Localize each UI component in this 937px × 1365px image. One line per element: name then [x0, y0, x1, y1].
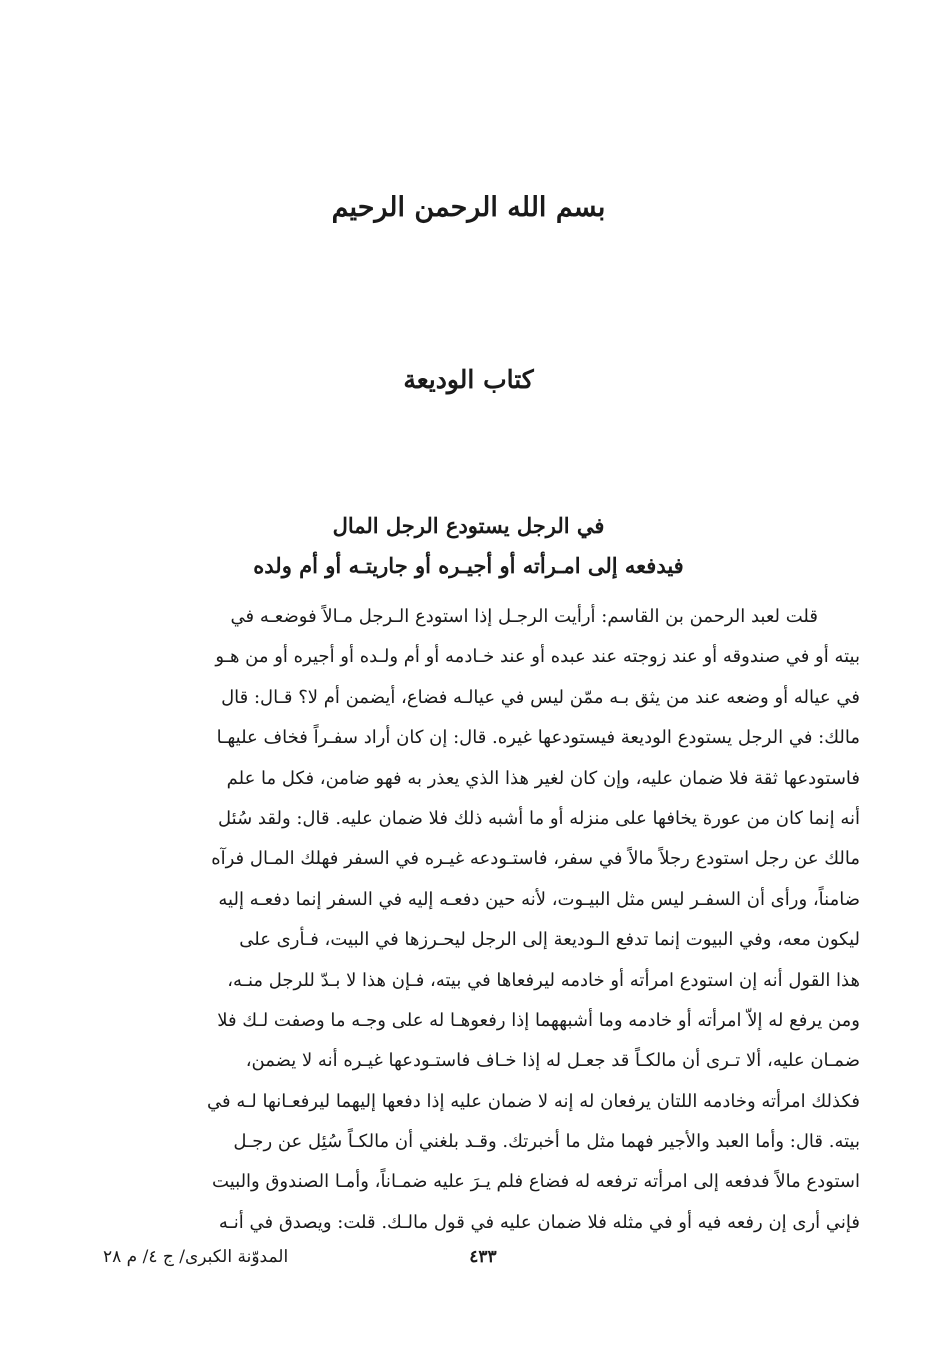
body-line: ضامناً، ورأى أن السفـر ليس مثل البيـوت، لأنه حين دفعـه إليه في السفر إنما دفعـه إليه	[218, 888, 860, 910]
body-line: ضمـان عليه، ألا تـرى أن مالكـاً قد جعـل له إذا خـاف فاستـودعها غيـره أنه لا يضمن،	[245, 1050, 860, 1072]
body-line: قلت لعبد الرحمن بن القاسم: أرأيت الرجـل إذا استودع الـرجل مـالاً فوضعـه في	[230, 606, 818, 627]
body-line: في عياله أو وضعه عند من يثق بـه ممّن ليس في عيالـه فضاع، أيضمن أم لا؟ قـال: قال	[221, 686, 860, 708]
body-text	[103, 597, 860, 1243]
body-line: بيته أو في صندوقه أو عند زوجته عند عبده أو عند خـادمه أو أم ولـده أو أجيره أو من هـو	[215, 646, 860, 668]
body-line: مالك عن رجل استودع رجلاً مالاً في سفر، فاستـودعه غيـره في السفر فهلك المـال فرآه	[211, 848, 860, 870]
section-heading	[100, 506, 837, 586]
book-title: كتاب الوديعة	[403, 365, 534, 394]
body-line: استودع مالاً فدفعه إلى امرأته ترفعه له فضاع فلم يـرَ عليه ضمـاناً، وأمـا الصندوق والبيت	[212, 1171, 860, 1193]
body-line: هذا القول أنه إن استودع امرأته أو خادمه ليرفعاها في بيته، فـإن هذا لا بـدّ للرجل منـه،	[227, 969, 860, 991]
body-line: فكذلك امرأته وخادمه اللتان يرفعان له إنه لا ضمان عليه إذا دفعها إليهما ليرفعـانها لـه في	[207, 1090, 860, 1112]
body-line: فإني أرى إن رفعه فيه أو في مثله فلا ضمان عليه في قول مالـك. قلت: ويصدق في أنـه	[218, 1211, 860, 1233]
basmala-heading: بسم الله الرحمن الرحيم	[331, 192, 606, 223]
body-line: فاستودعها ثقة فلا ضمان عليه، وإن كان لغير هذا الذي يعذر به فهو ضامن، فكل ما علم	[226, 767, 860, 789]
source-reference: المدوّنة الكبرى/ ج ٤/ م ٢٨	[103, 1247, 289, 1267]
body-line: بيته. قال: وأما العبد والأجير فهما مثل ما أخبرتك. وقـد بلغني أن مالكـاً سُئِل عن رجـل	[233, 1131, 860, 1153]
body-line: مالك: في الرجل يستودع الوديعة فيستودعها غيره. قال: إن كان أراد سفـراً فخاف عليهـا	[216, 727, 860, 749]
section-heading-line: في الرجل يستودع الرجل المال	[332, 513, 605, 538]
section-heading-line: فيدفعه إلى امـرأته أو أجيـره أو جاريتـه أو أم ولده	[253, 553, 684, 578]
page-number: ٤٣٣	[469, 1247, 497, 1267]
body-line: ليكون معه، وفي البيوت إنما تدفع الـوديعة إلى الرجل ليحـرزها في البيت، فـأرى على	[239, 929, 860, 951]
body-line: ومن يرفع له إلاّ امرأته أو خادمه وما أشبههما إذا رفعوهـا له على وجـه ما وصفت لـك فلا	[217, 1009, 860, 1031]
page-footer	[103, 1240, 860, 1274]
body-line: أنه إنما كان من عورة يخافها على منزله أو ما أشبه ذلك فلا ضمان عليه. قال: ولقد سُئل	[218, 807, 860, 829]
